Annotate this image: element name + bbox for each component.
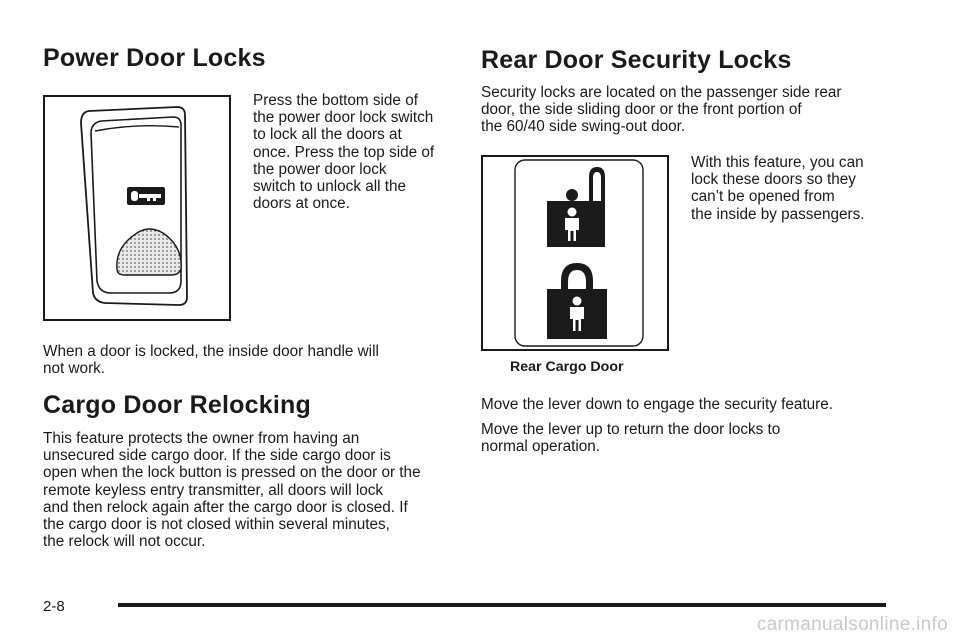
engage-security-paragraph: Move the lever down to engage the security feature.: [481, 396, 834, 413]
heading-cargo-door-relocking: Cargo Door Relocking: [43, 391, 311, 419]
watermark: carmanualsonline.info: [756, 614, 948, 635]
security-locks-paragraph: Security locks are located on the passenger side rear door, the side sliding door or the front portion of the 60/40 side swing-out door.: [481, 84, 842, 136]
footer-rule: [118, 603, 886, 607]
cargo-door-relocking-paragraph: This feature protects the owner from having an unsecured side cargo door. If the side cargo door is open when the lock button is pressed on the door or the remote keyless entry transmitter, all doors will lock and then relock again after the cargo door is closed. If the cargo door is not closed within several minutes, the relock will not occur.: [43, 430, 421, 551]
security-lock-icons: [483, 157, 667, 349]
figure-caption-rear-cargo-door: Rear Cargo Door: [510, 359, 624, 375]
power-door-lock-switch-figure: [43, 95, 231, 321]
page-number: 2-8: [43, 598, 65, 615]
rear-cargo-door-figure: [481, 155, 669, 351]
heading-power-door-locks: Power Door Locks: [43, 44, 266, 72]
power-door-locks-paragraph: Press the bottom side of the power door lock switch to lock all the doors at once. Press the top side of the power door lock switch to unlock all the doors at once.: [253, 92, 435, 213]
return-door-locks-paragraph: Move the lever up to return the door locks to normal operation.: [481, 421, 781, 456]
heading-rear-door-security-locks: Rear Door Security Locks: [481, 46, 792, 74]
security-feature-paragraph: With this feature, you can lock these doors so they can’t be opened from the inside by passengers.: [691, 154, 865, 223]
power-door-lock-switch-icon: [45, 97, 229, 319]
door-handle-paragraph: When a door is locked, the inside door handle will not work.: [43, 343, 379, 378]
